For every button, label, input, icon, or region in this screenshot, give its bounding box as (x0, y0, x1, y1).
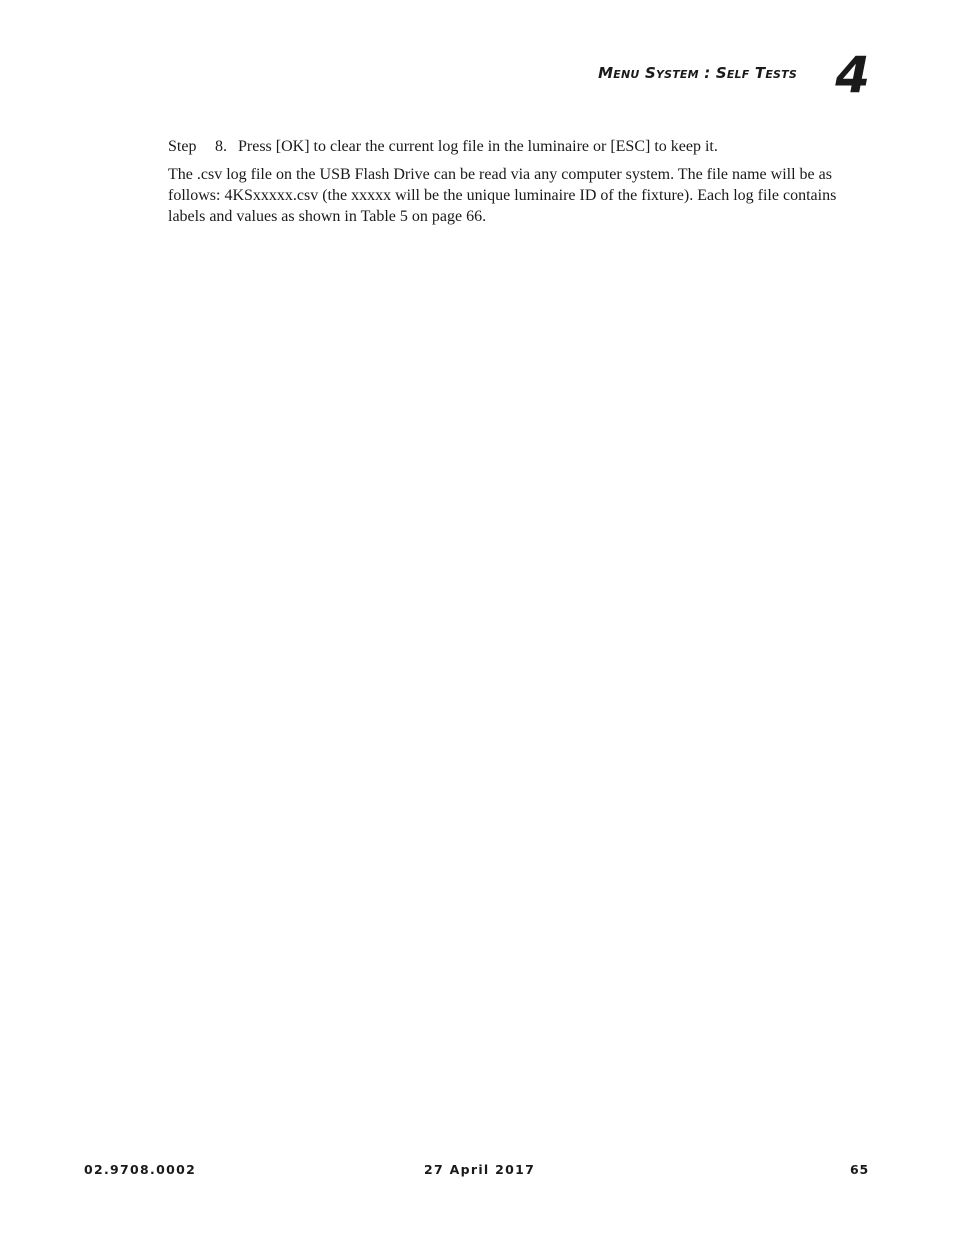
step-label: Step (168, 138, 197, 155)
body-paragraph: The .csv log file on the USB Flash Drive can be read via any computer system. The file name will be as follows: 4KSxxxxx.csv (the xxxxx will be the unique luminaire ID of the fixture). Each log file contains labels and values as shown in Table 5 on page 66. (168, 166, 837, 225)
page-content (168, 136, 868, 227)
step-text: Press [OK] to clear the current log file in the luminaire or [ESC] to keep it. (238, 138, 718, 155)
footer-document-number: 02.9708.0002 (84, 1162, 197, 1177)
page-footer (84, 1162, 869, 1180)
procedure-step (168, 136, 868, 157)
running-header-title: Menu System : Self Tests (598, 64, 797, 82)
footer-page-number: 65 (850, 1162, 869, 1177)
chapter-number: 4 (835, 46, 870, 104)
step-number: 8. (215, 138, 227, 155)
footer-date: 27 April 2017 (424, 1162, 536, 1177)
